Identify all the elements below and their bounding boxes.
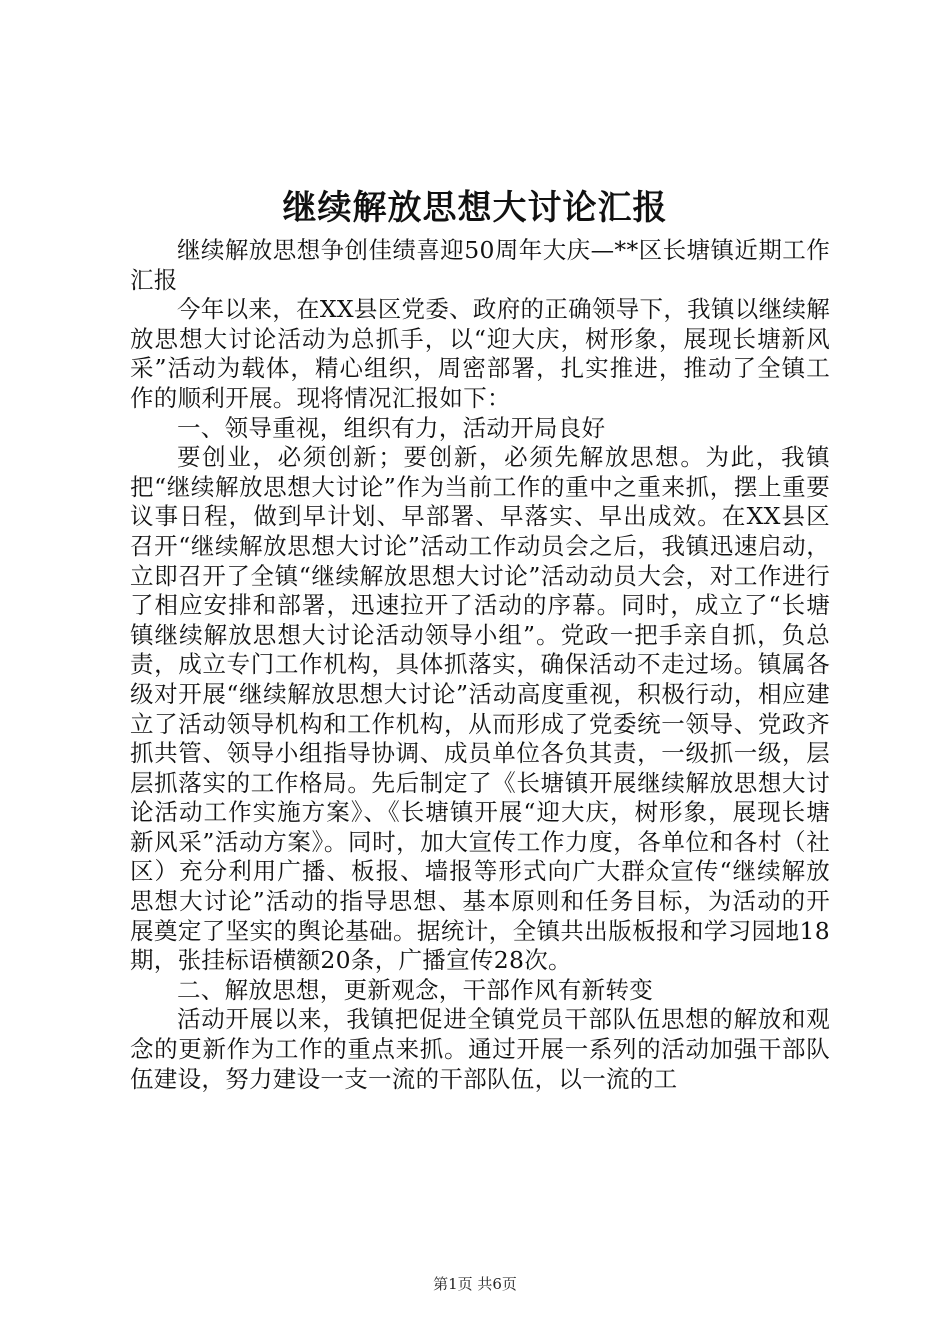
section-heading-1: 一、领导重视，组织有力，活动开局良好 (177, 413, 606, 442)
page-title: 继续解放思想大讨论汇报 (282, 188, 668, 228)
section-1-paragraph: 要创业，必须创新；要创新，必须先解放思想。为此，我镇把“继续解放思想大讨论”作为当前工作的重中之重来抓，摆上重要议事日程，做到早计划、早部署、早落实、早出成效。在XX县区召开“继续解放思想大讨论”活动工作动员会之后，我镇迅速启动，立即召开了全镇“继续解放思想大讨论”活动动员大会，对工作进行了相应安排和部署，迅速拉开了活动的序幕。同时，成立了“长塘镇继续解放思想大讨论活动领导小组”。党政一把手亲自抓，负总责，成立专门工作机构，具体抓落实，确保活动不走过场。镇属各级对开展“继续解放思想大讨论”活动高度重视，积极行动，相应建立了活动领导机构和工作机构，从而形成了党委统一领导、党政齐抓共管、领导小组指导协调、成员单位各负其责，一级抓一级，层层抓落实的工作格局。先后制定了《长塘镇开展继续解放思想大讨论活动工作实施方案》、《长塘镇开展“迎大庆，树形象，展现长塘新风采”活动方案》。同时，加大宣传工作力度，各单位和各村（社区）充分利用广播、板报、墙报等形式向广大群众宣传“继续解放思想大讨论”活动的指导思想、基本原则和任务目标，为活动的开展奠定了坚实的舆论基础。据统计，全镇共出版板报和学习园地18期，张挂标语横额20条，广播宣传28次。 (130, 443, 830, 975)
section-2-paragraph: 活动开展以来，我镇把促进全镇党员干部队伍思想的解放和观念的更新作为工作的重点来抓。通过开展一系列的活动加强干部队伍建设，努力建设一支一流的干部队伍，以一流的工 (130, 1005, 830, 1093)
section-heading-2: 二、解放思想，更新观念，干部作风有新转变 (177, 975, 653, 1004)
document-body (130, 236, 830, 1094)
page-footer: 第1页 共6页 (433, 1275, 517, 1293)
intro-paragraph: 今年以来，在XX县区党委、政府的正确领导下，我镇以继续解放思想大讨论活动为总抓手，以“迎大庆，树形象，展现长塘新风采”活动为载体，精心组织，周密部署，扎实推进，推动了全镇工作的顺利开展。现将情况汇报如下： (130, 295, 830, 412)
subtitle-paragraph: 继续解放思想争创佳绩喜迎50周年大庆—**区长塘镇近期工作汇报 (130, 236, 830, 294)
